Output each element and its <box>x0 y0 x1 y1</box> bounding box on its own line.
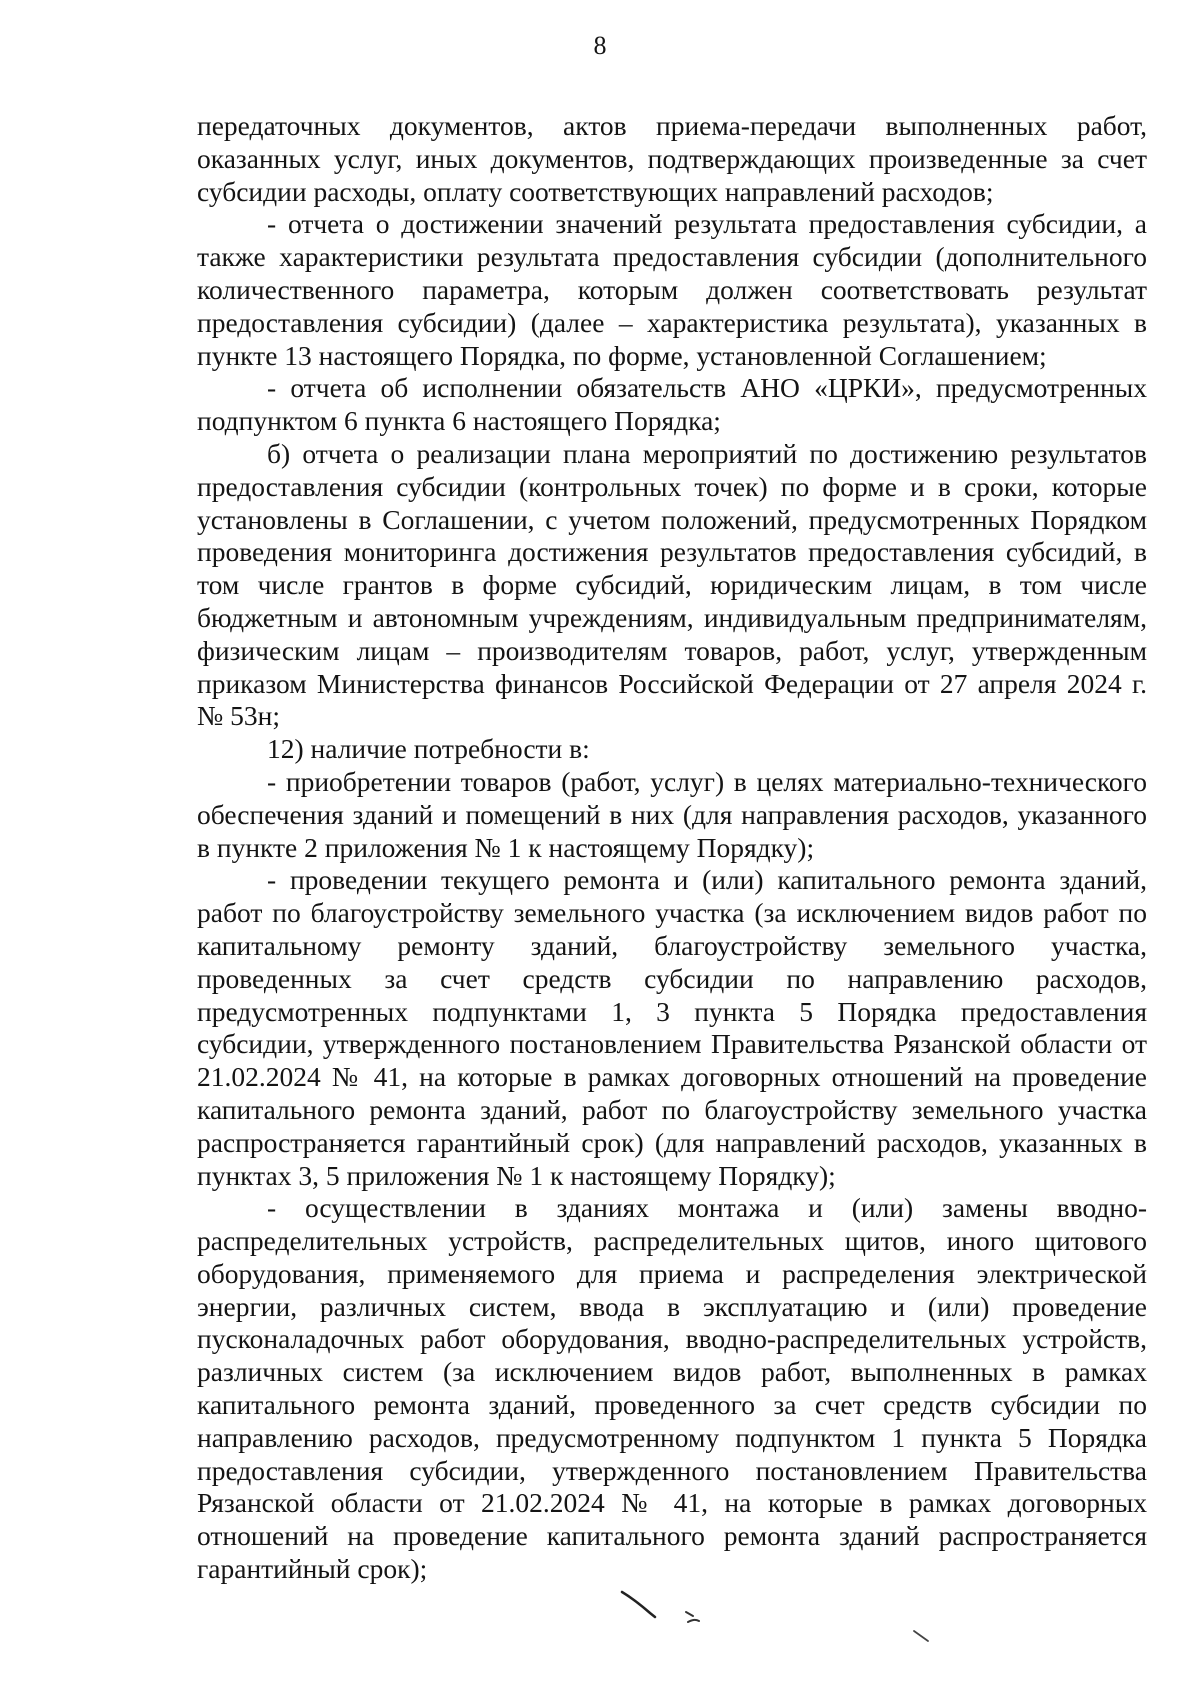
paragraph-item-12: 12) наличие потребности в: <box>267 733 590 765</box>
page-number: 8 <box>593 31 607 60</box>
pen-stroke-1 <box>622 1592 655 1617</box>
pen-stroke-2 <box>686 1612 699 1622</box>
paragraph-repair: - проведении текущего ремонта и (или) капитального ремонта зданий, работ по благоустройству земельного участка (за исключением видов работ по капитальному ремонту зданий, благоустройству земельного участка, проведенных за счет средств субсидии по направлению расходов, предусмотренных подпунктами 1, 3 пункта 5 Порядка предоставления субсидии, утвержденного постановлением Правительства Рязанской области от 21.02.2024 № 41, на которые в рамках договорных отношений на проведение капитального ремонта зданий, работ по благоустройству земельного участка распространяется гарантийный срок) (для направлений расходов, указанных в пунктах 3, 5 приложения № 1 к настоящему Порядку); <box>197 864 1147 1191</box>
pen-stroke-3 <box>914 1631 928 1641</box>
paragraph-acquisition: - приобретении товаров (работ, услуг) в целях материально-технического обеспечения зданий и помещений в них (для направления расходов, указанного в пункте 2 приложения № 1 к настоящему Порядку); <box>197 765 1147 863</box>
paragraph-item-b: б) отчета о реализации плана мероприятий по достижению результатов предоставления субсидии (контрольных точек) по форме и в сроки, которые установлены в Соглашении, с учетом положений, предусмотренных Порядком проведения мониторинга достижения результатов предоставления субсидий, в том числе грантов в форме субсидий, юридическим лицам, в том числе бюджетным и автономным учреждениям, индивидуальным предпринимателям, физическим лицам – производителям товаров, работ, услуг, утвержденным приказом Министерства финансов Российской Федерации от 27 апреля 2024 г. № 53н; <box>197 437 1147 732</box>
paragraph-continuation: передаточных документов, актов приема-передачи выполненных работ, оказанных услуг, иных документов, подтверждающих произведенные за счет субсидии расходы, оплату соответствующих направлений расходов; <box>197 110 1147 207</box>
paragraph-installation: - осуществлении в зданиях монтажа и (или) замены вводно-распределительных устройств, распределительных щитов, иного щитового оборудования, применяемого для приема и распределения электрической энергии, различных систем, ввода в эксплуатацию и (или) проведение пусконаладочных работ оборудования, вводно-распределительных устройств, различных систем (за исключением видов работ, выполненных в рамках капитального ремонта зданий, проведенного за счет средств субсидии по направлению расходов, предусмотренному подпунктом 1 пункта 5 Порядка предоставления субсидии, утвержденного постановлением Правительства Рязанской области от 21.02.2024 № 41, на которые в рамках договорных отношений на проведение капитального ремонта зданий распространяется гарантийный срок); <box>197 1192 1147 1585</box>
paragraph-report-obligations: - отчета об исполнении обязательств АНО «ЦРКИ», предусмотренных подпунктом 6 пункта 6 настоящего Порядка; <box>197 372 1147 437</box>
document-body <box>197 110 1147 1586</box>
paragraph-report-results: - отчета о достижении значений результата предоставления субсидии, а также характеристики результата предоставления субсидии (дополнительного количественного параметра, которым должен соответствовать результат предоставления субсидии) (далее – характеристика результата), указанных в пункте 13 настоящего Порядка, по форме, установленной Соглашением; <box>197 208 1147 371</box>
